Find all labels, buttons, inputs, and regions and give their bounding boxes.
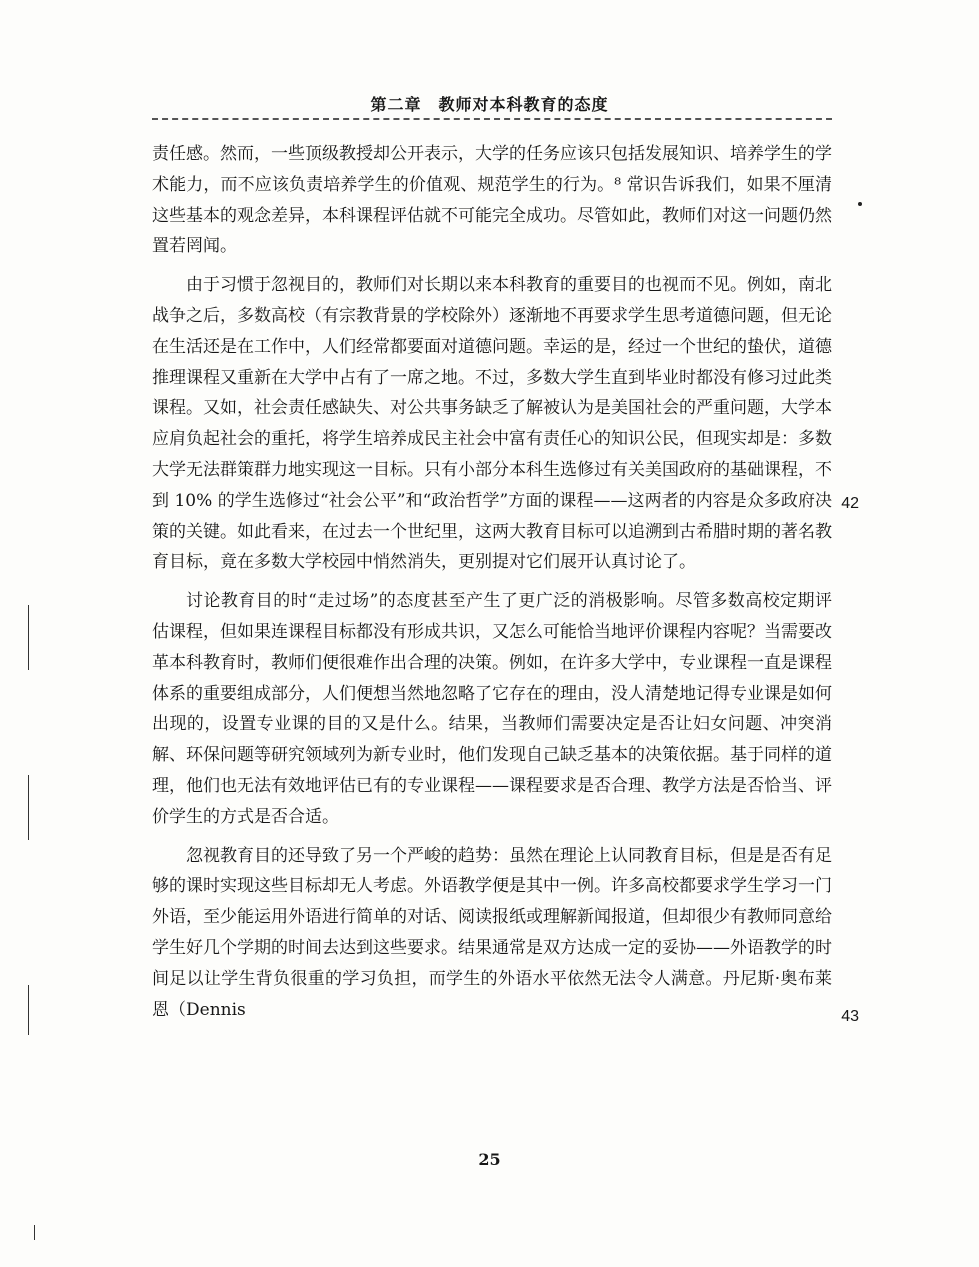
scan-dot [858,202,862,206]
paragraph-2: 由于习惯于忽视目的，教师们对长期以来本科教育的重要目的也视而不见。例如，南北战争之后，多数高校（有宗教背景的学校除外）逐渐地不再要求学生思考道德问题，但无论在生活还是在工作中，人们经常都要面对道德问题。幸运的是，经过一个世纪的蛰伏，道德推理课程又重新在大学中占有了一席之地。不过，多数大学生直到毕业时都没有修习过此类课程。又如，社会责任感缺失、对公共事务缺乏了解被认为是美国社会的严重问题，大学本应肩负起社会的重托，将学生培养成民主社会中富有责任心的知识公民，但现实却是：多数大学无法群策群力地实现这一目标。只有小部分本科生选修过有关美国政府的基础课程，不到 10% 的学生选修过“社会公平”和“政治哲学”方面的课程——这两者的内容是众多政府决策的关键。如此看来，在过去一个世纪里，这两大教育目标可以追溯到古希腊时期的著名教育目标，竟在多数大学校园中悄然消失，更别提对它们展开认真讨论了。 [152,275,832,573]
page-number: 25 [478,1150,501,1169]
paragraph-4: 忽视教育目的还导致了另一个严峻的趋势：虽然在理论上认同教育目标，但是是否有足够的课时实现这些目标却无人考虑。外语教学便是其中一例。许多高校都要求学生学习一门外语，至少能运用外语进行简单的对话、阅读报纸或理解新闻报道，但却很少有教师同意给学生好几个学期的时间去达到这些要求。结果通常是双方达成一定的妥协——外语教学的时间足以让学生背负很重的学习负担，而学生的外语水平依然无法令人满意。丹尼斯·奥布莱恩（Dennis [152,845,832,1020]
body-text [152,139,832,1033]
scan-margin-mark [28,985,29,1035]
running-header: 第二章 教师对本科教育的态度 [370,95,609,114]
margin-page-number-43: 43 [841,1008,859,1025]
scan-margin-mark [28,605,29,670]
paragraph-1: 责任感。然而，一些顶级教授却公开表示，大学的任务应该只包括发展知识、培养学生的学术能力，而不应该负责培养学生的价值观、规范学生的行为。⁸ 常识告诉我们，如果不厘清这些基本的观念差异，本科课程评估就不可能完全成功。尽管如此，教师们对这一问题仍然置若罔闻。 [152,144,832,257]
scan-margin-mark [34,1225,35,1240]
paragraph-3: 讨论教育目的时“走过场”的态度甚至产生了更广泛的消极影响。尽管多数高校定期评估课程，但如果连课程目标都没有形成共识，又怎么可能恰当地评价课程内容呢？当需要改革本科教育时，教师们便很难作出合理的决策。例如，在许多大学中，专业课程一直是课程体系的重要组成部分，人们便想当然地忽略了它存在的理由，没人清楚地记得专业课是如何出现的，设置专业课的目的又是什么。结果，当教师们需要决定是否让妇女问题、冲突消解、环保问题等研究领域列为新专业时，他们发现自己缺乏基本的决策依据。基于同样的道理，他们也无法有效地评估已有的专业课程——课程要求是否合理、教学方法是否恰当、评价学生的方式是否合适。 [152,591,832,827]
scan-margin-mark [28,775,29,840]
header-rule [152,118,832,120]
margin-page-number-42: 42 [841,495,859,512]
